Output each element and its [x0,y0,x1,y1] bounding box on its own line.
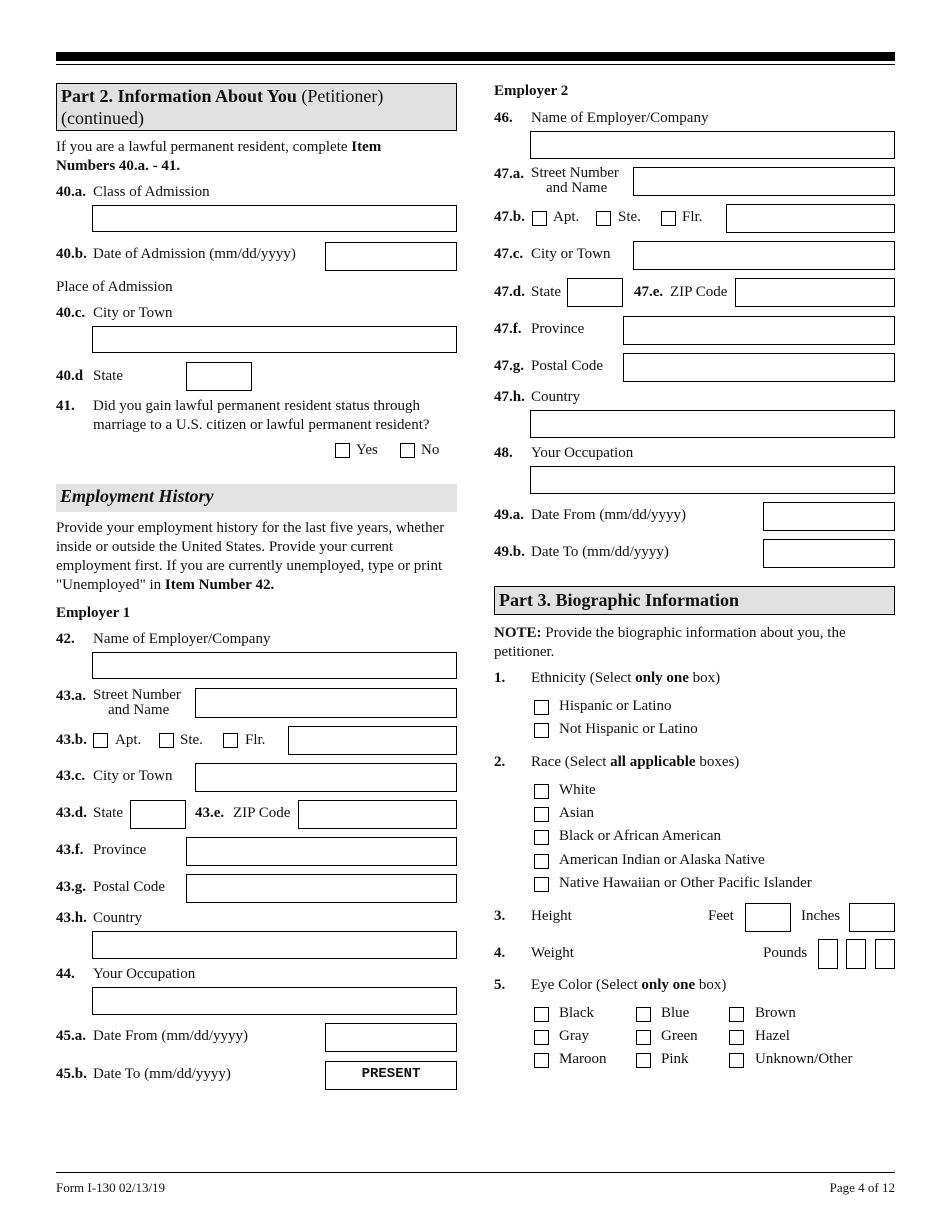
q5-number: 5. [494,977,506,993]
employer1-apt-label: Apt. [115,732,142,748]
item-41-question-line1: Did you gain lawful permanent resident status through [93,398,421,414]
q4-number: 4. [494,945,506,961]
eye-black-label: Black [559,1005,594,1021]
eye-gray-label: Gray [559,1028,589,1044]
weight-pounds-label: Pounds [763,945,808,961]
employer2-state-select[interactable] [567,278,623,307]
height-inches-label: Inches [801,908,841,924]
item-47a-number: 47.a. [494,166,524,182]
item-43e-label: ZIP Code [233,805,291,821]
q5-label [531,977,726,994]
employer1-flr-label: Flr. [245,732,266,748]
employer1-ste-label: Ste. [180,732,203,748]
item-40d-label: State [93,368,123,384]
item-47h-label: Country [531,389,581,405]
item-41-no-checkbox[interactable] [400,443,415,458]
employment-line4-bold: Item Number 42. [164,577,275,593]
item-47c-label: City or Town [531,246,611,262]
item-45b-number: 45.b. [56,1066,87,1082]
item-48-number: 48. [494,445,513,461]
eye-green-checkbox[interactable] [636,1030,651,1045]
ethnicity-not-hispanic-label: Not Hispanic or Latino [559,721,698,737]
q1-label-post: box) [688,670,721,686]
date-of-admission-input[interactable] [325,242,457,271]
item-43h-label: Country [93,910,143,926]
footer-page-number: Page 4 of 12 [829,1180,895,1195]
item-47a-label [531,166,619,196]
employer1-occupation-input[interactable] [92,987,457,1015]
race-pacific-islander-checkbox[interactable] [534,877,549,892]
employer1-apt-checkbox[interactable] [93,733,108,748]
part3-note [494,624,846,662]
eye-pink-label: Pink [661,1051,689,1067]
employer2-ste-checkbox[interactable] [596,211,611,226]
employment-instructions [56,519,444,595]
q1-label-bold: only one [635,670,689,686]
employer1-flr-checkbox[interactable] [223,733,238,748]
class-of-admission-input[interactable] [92,205,457,232]
employer2-city-input[interactable] [633,241,895,270]
employer1-name-input[interactable] [92,652,457,679]
q2-label-post: boxes) [695,754,740,770]
item-41-no-label: No [421,442,440,458]
employer2-heading: Employer 2 [494,83,569,99]
employer2-ste-label: Ste. [618,209,641,225]
item-43c-number: 43.c. [56,768,86,784]
employment-line4: "Unemployed" in [56,577,165,593]
employer2-date-to-input[interactable] [763,539,895,568]
employer2-zip-input[interactable] [735,278,895,307]
item-41-question-line2: marriage to a U.S. citizen or lawful permanent resident? [93,417,430,433]
employment-history-title: Employment History [60,486,214,506]
item-43b-number: 43.b. [56,732,87,748]
race-white-label: White [559,782,596,798]
employer2-apt-checkbox[interactable] [532,211,547,226]
footer-form-id: Form I-130 02/13/19 [56,1180,166,1195]
employment-line2: inside or outside the United States. Provide your current [56,539,394,555]
q1-label-pre: Ethnicity (Select [531,670,636,686]
eye-blue-checkbox[interactable] [636,1007,651,1022]
employer1-date-from-input[interactable] [325,1023,457,1052]
part3-header [494,586,895,615]
item-43c-label: City or Town [93,768,173,784]
eye-gray-checkbox[interactable] [534,1030,549,1045]
ethnicity-not-hispanic-checkbox[interactable] [534,723,549,738]
item-47a-label-line1: Street Number [531,165,619,181]
eye-hazel-checkbox[interactable] [729,1030,744,1045]
item-47f-label: Province [531,321,585,337]
item-40c-number: 40.c. [56,305,86,321]
item-47c-number: 47.c. [494,246,524,262]
item-47e-number: 47.e. [634,284,664,300]
item-42-number: 42. [56,631,75,647]
item-44-label: Your Occupation [93,966,196,982]
race-american-indian-label: American Indian or Alaska Native [559,852,765,868]
employer2-name-input[interactable] [530,131,895,159]
q2-label [531,754,739,771]
item-43h-number: 43.h. [56,910,87,926]
item-47e-label: ZIP Code [670,284,728,300]
item-46-label: Name of Employer/Company [531,110,709,126]
race-white-checkbox[interactable] [534,784,549,799]
q3-label: Height [531,908,572,924]
intro-text: If you are a lawful permanent resident, complete [56,139,352,155]
intro-bold: Item Numbers 40.a. - 41. [56,139,382,174]
item-43d-label: State [93,805,123,821]
eye-unknown-checkbox[interactable] [729,1053,744,1068]
employer2-postal-code-input[interactable] [623,353,895,382]
place-of-admission-label: Place of Admission [56,279,173,295]
race-american-indian-checkbox[interactable] [534,854,549,869]
height-feet-input[interactable] [745,903,791,932]
item-43d-number: 43.d. [56,805,87,821]
item-41-yes-label: Yes [356,442,378,458]
employment-history-header [56,484,457,512]
item-43g-number: 43.g. [56,879,86,895]
employer2-country-input[interactable] [530,410,895,438]
q1-label [531,670,720,687]
item-43a-label [93,688,181,718]
race-asian-checkbox[interactable] [534,807,549,822]
employment-line3: employment first. If you are currently unemployed, type or print [56,558,443,574]
employer1-street-input[interactable] [195,688,457,718]
employer2-flr-label: Flr. [682,209,703,225]
q5-label-pre: Eye Color (Select [531,977,642,993]
employer2-province-input[interactable] [623,316,895,345]
note-text-line1: Provide the biographic information about you, the [541,625,846,641]
item-47b-number: 47.b. [494,209,525,225]
item-47a-label-line2: and Name [546,180,608,196]
q5-label-post: box) [695,977,727,993]
item-48-label: Your Occupation [531,445,634,461]
q5-label-bold: only one [641,977,696,993]
item-42-label: Name of Employer/Company [93,631,271,647]
race-black-label: Black or African American [559,828,722,844]
employment-line1: Provide your employment history for the last five years, whether [56,520,445,536]
item-40b-label: Date of Admission (mm/dd/yyyy) [93,246,296,262]
item-43a-label-line2: and Name [108,702,170,718]
employer2-date-from-input[interactable] [763,502,895,531]
eye-green-label: Green [661,1028,698,1044]
q2-number: 2. [494,754,506,770]
part3-title: Part 3. Biographic Information [499,590,739,610]
item-40a-label: Class of Admission [93,184,210,200]
item-49b-number: 49.b. [494,544,525,560]
employer1-state-select[interactable] [130,800,186,829]
employer1-province-input[interactable] [186,837,457,866]
ethnicity-hispanic-checkbox[interactable] [534,700,549,715]
item-47g-label: Postal Code [531,358,604,374]
note-text-line2: petitioner. [494,644,555,660]
eye-brown-label: Brown [755,1005,796,1021]
weight-pounds-digit3[interactable] [875,939,895,969]
race-pacific-islander-label: Native Hawaiian or Other Pacific Islander [559,875,812,891]
employer2-occupation-input[interactable] [530,466,895,494]
item-44-number: 44. [56,966,75,982]
q1-number: 1. [494,670,506,686]
employer1-unit-number-input[interactable] [288,726,457,755]
part2-header [56,83,457,131]
item-41-yes-checkbox[interactable] [335,443,350,458]
item-40d-number: 40.d [56,368,84,384]
weight-pounds-digit1[interactable] [818,939,838,969]
item-49a-label: Date From (mm/dd/yyyy) [531,507,686,523]
q2-label-bold: all applicable [610,754,696,770]
item-40c-label: City or Town [93,305,173,321]
weight-pounds-digit2[interactable] [846,939,866,969]
admission-city-input[interactable] [92,326,457,353]
item-47h-number: 47.h. [494,389,525,405]
q2-label-pre: Race (Select [531,754,611,770]
item-40b-number: 40.b. [56,246,87,262]
item-47g-number: 47.g. [494,358,524,374]
part2-intro [56,138,416,176]
q3-number: 3. [494,908,506,924]
employer1-date-to-input[interactable]: PRESENT [325,1061,457,1090]
item-47f-number: 47.f. [494,321,522,337]
item-49b-label: Date To (mm/dd/yyyy) [531,544,669,560]
item-43a-label-line1: Street Number [93,687,181,703]
footer-rule [56,1172,895,1173]
part2-title: Part 2. Information About You [61,86,297,106]
height-inches-input[interactable] [849,903,895,932]
race-black-checkbox[interactable] [534,830,549,845]
part2-continued: (continued) [61,108,144,128]
item-49a-number: 49.a. [494,507,524,523]
eye-pink-checkbox[interactable] [636,1053,651,1068]
eye-maroon-checkbox[interactable] [534,1053,549,1068]
item-45a-number: 45.a. [56,1028,86,1044]
item-40a-number: 40.a. [56,184,86,200]
employer1-city-input[interactable] [195,763,457,792]
item-43g-label: Postal Code [93,879,166,895]
top-rule-thin [56,64,895,65]
employer2-flr-checkbox[interactable] [661,211,676,226]
employer2-street-input[interactable] [633,167,895,196]
employer1-zip-input[interactable] [298,800,457,829]
q4-label: Weight [531,945,574,961]
item-41-number: 41. [56,398,75,414]
eye-unknown-label: Unknown/Other [755,1051,853,1067]
eye-brown-checkbox[interactable] [729,1007,744,1022]
race-asian-label: Asian [559,805,594,821]
admission-state-select[interactable] [186,362,252,391]
eye-blue-label: Blue [661,1005,690,1021]
employer1-ste-checkbox[interactable] [159,733,174,748]
employer1-country-input[interactable] [92,931,457,959]
employer2-unit-number-input[interactable] [726,204,895,233]
eye-hazel-label: Hazel [755,1028,790,1044]
employer1-postal-code-input[interactable] [186,874,457,903]
item-43f-label: Province [93,842,147,858]
item-47d-number: 47.d. [494,284,525,300]
item-43f-number: 43.f. [56,842,84,858]
item-46-number: 46. [494,110,513,126]
note-label: NOTE: [494,625,542,641]
eye-black-checkbox[interactable] [534,1007,549,1022]
item-43e-number: 43.e. [195,805,225,821]
eye-maroon-label: Maroon [559,1051,607,1067]
employer1-heading: Employer 1 [56,605,131,621]
ethnicity-hispanic-label: Hispanic or Latino [559,698,672,714]
item-45b-label: Date To (mm/dd/yyyy) [93,1066,231,1082]
part2-title-sub: (Petitioner) [301,86,384,106]
height-feet-label: Feet [708,908,734,924]
item-47d-label: State [531,284,561,300]
top-rule-thick [56,52,895,61]
employer2-apt-label: Apt. [553,209,580,225]
item-45a-label: Date From (mm/dd/yyyy) [93,1028,248,1044]
item-43a-number: 43.a. [56,688,86,704]
